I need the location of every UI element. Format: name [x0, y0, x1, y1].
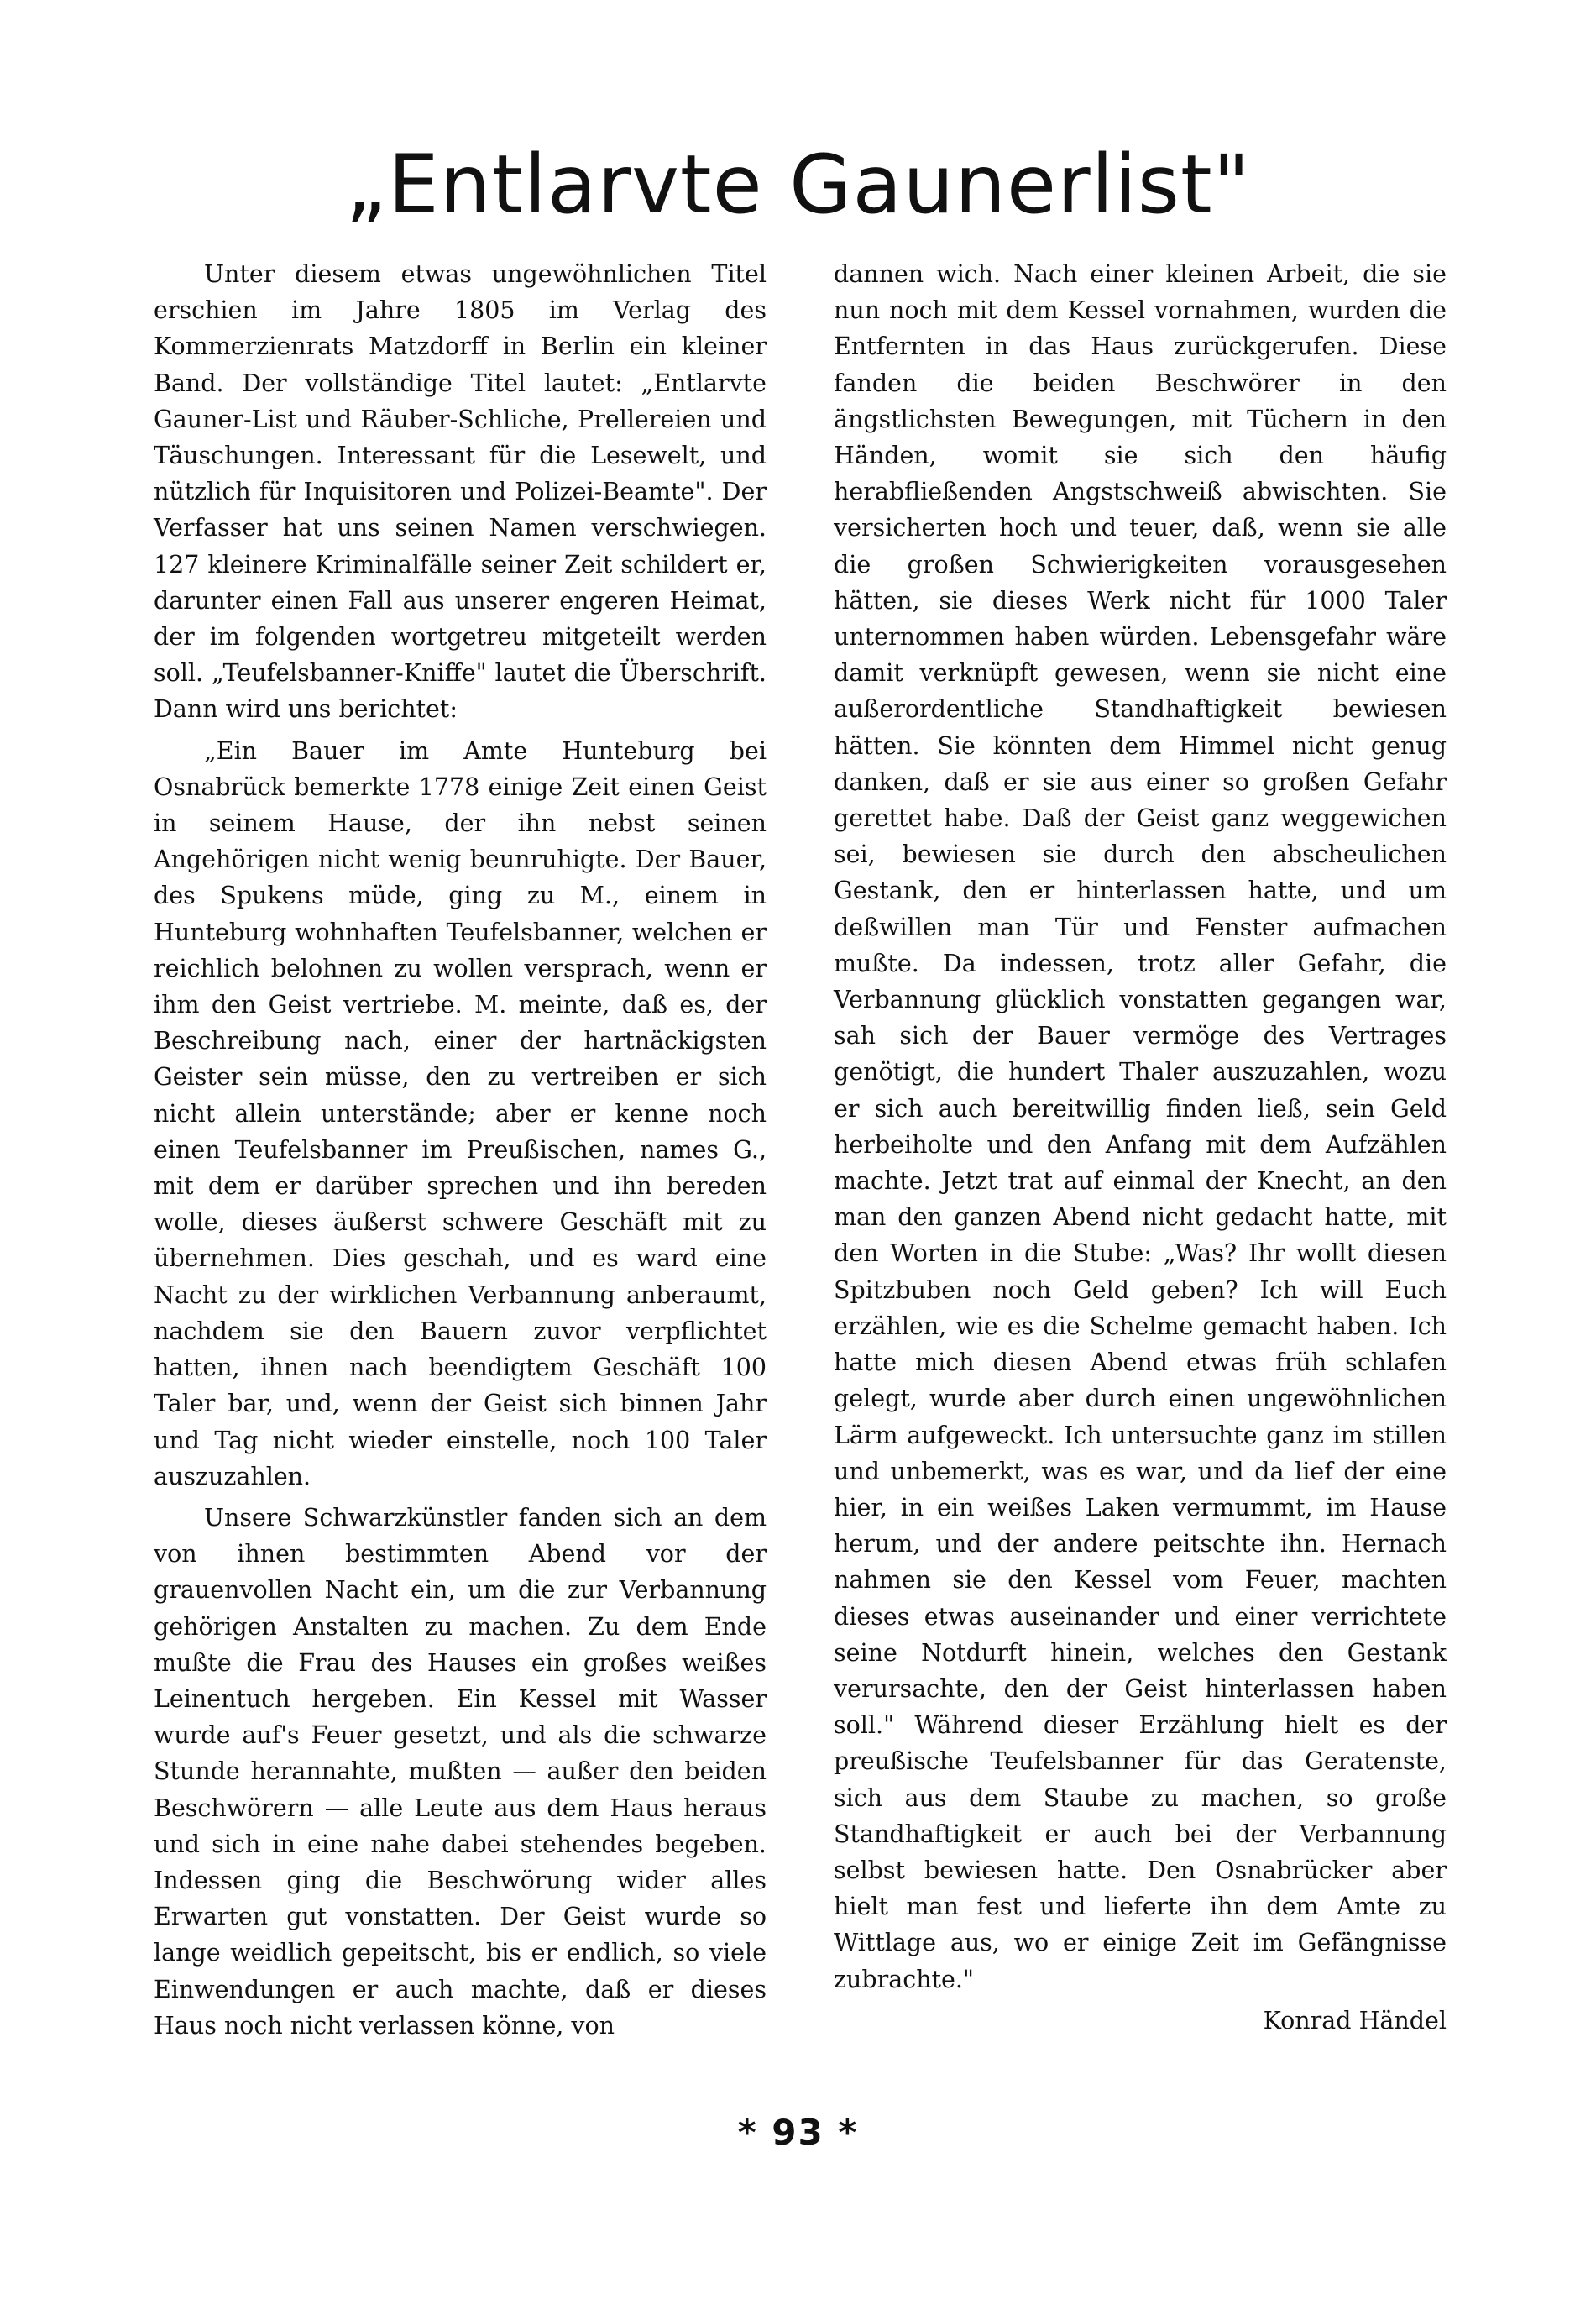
left-column [154, 256, 767, 2044]
page-number: * 93 * [737, 2112, 859, 2153]
author-signature: Konrad Händel [1263, 2006, 1447, 2035]
paragraph: „Ein Bauer im Amte Hunteburg bei Osnabrück bemerkte 1778 einige Zeit einen Geist in seinem Hause, der ihn nebst seinen Angehörigen nicht wenig beunruhigte. Der Bauer, des Spukens müde, ging zu M., einem in Hunteburg wohnhaften Teufelsbanner, welchen er reichlich belohnen zu wollen versprach, wenn er ihm den Geist vertriebe. M. meinte, daß es, der Beschreibung nach, einer der hartnäckigsten Geister sein müsse, den zu vertreiben er sich nicht allein unterstände; aber er kenne noch einen Teufelsbanner im Preußischen, names G., mit dem er darüber sprechen und ihn bereden wolle, dieses äußerst schwere Geschäft mit zu übernehmen. Dies geschah, und es ward eine Nacht zu der wirklichen Verbannung anberaumt, nachdem sie den Bauern zuvor verpflichtet hatten, ihnen nach beendigtem Geschäft 100 Taler bar, und, wenn der Geist sich binnen Jahr und Tag nicht wieder einstelle, noch 100 Taler auszuzahlen. [154, 736, 767, 1490]
paragraph: Unsere Schwarzkünstler fanden sich an dem von ihnen bestimmten Abend vor der grauenvollen Nacht ein, um die zur Verbannung gehörigen Anstalten zu machen. Zu dem Ende mußte die Frau des Hauses ein großes weißes Leinentuch hergeben. Ein Kessel mit Wasser wurde auf's Feuer gesetzt, und als die schwarze Stunde herannahte, mußten — außer den beiden Beschwörern — alle Leute aus dem Haus heraus und sich in eine nahe dabei stehendes begeben. Indessen ging die Beschwörung wider alles Erwarten gut vonstatten. Der Geist wurde so lange weidlich gepeitscht, bis er endlich, so viele Einwendungen er auch machte, daß er dieses Haus noch nicht verlassen könne, von [154, 1503, 767, 2040]
paragraph: dannen wich. Nach einer kleinen Arbeit, die sie nun noch mit dem Kessel vornahmen, wurden die Entfernten in das Haus zurückgerufen. Diese fanden die beiden Beschwörer in den ängstlichsten Bewegungen, mit Tüchern in den Händen, womit sie sich den häufig herabfließenden Angstschweiß abwischten. Sie versicherten hoch und teuer, daß, wenn sie alle die großen Schwierigkeiten vorausgesehen hätten, sie dieses Werk nicht für 1000 Taler unternommen haben würden. Lebensgefahr wäre damit verknüpft gewesen, wenn sie nicht eine außerordentliche Standhaftigkeit bewiesen hätten. Sie könnten dem Himmel nicht genug danken, daß er sie aus einer so großen Gefahr gerettet habe. Daß der Geist ganz weggewichen sei, bewiesen sie durch den abscheulichen Gestank, den er hinterlassen hatte, und um deßwillen man Tür und Fenster aufmachen mußte. Da indessen, trotz aller Gefahr, die Verbannung glücklich vonstatten gegangen war, sah sich der Bauer vermöge des Vertrages genötigt, die hundert Thaler auszuzahlen, wozu er sich auch bereitwillig finden ließ, sein Geld herbeiholte und den Anfang mit dem Aufzählen machte. Jetzt trat auf einmal der Knecht, an den man den ganzen Abend nicht gedacht hatte, mit den Worten in die Stube: „Was? Ihr wollt diesen Spitzbuben noch Geld geben? Ich will Euch erzählen, wie es die Schelme gemacht haben. Ich hatte mich diesen Abend etwas früh schlafen gelegt, wurde aber durch einen ungewöhnlichen Lärm aufgeweckt. Ich untersuchte ganz im stillen und unbemerkt, was es war, und da lief der eine hier, in ein weißes Laken vermummt, im Hause herum, und der andere peitschte ihn. Hernach nahmen sie den Kessel vom Feuer, machten dieses etwas auseinander und einer verrichtete seine Notdurft hinein, welches den Gestank verursachte, den der Geist hinterlassen haben soll." Während dieser Erzählung hielt es der preußische Teufelsbanner für das Geratenste, sich aus dem Staube zu machen, so große Standhaftigkeit er auch bei der Verbannung selbst bewiesen hatte. Den Osnabrücker aber hielt man fest und lieferte ihn dem Amte zu Wittlage aus, wo er einige Zeit im Gefängnisse zubrachte." [834, 260, 1447, 1993]
article-title: „Entlarvte Gaunerlist" [345, 138, 1251, 232]
right-column [834, 256, 1447, 2039]
paragraph: Unter diesem etwas ungewöhnlichen Titel erschien im Jahre 1805 im Verlag des Kommerzienrats Matzdorff in Berlin ein kleiner Band. Der vollständige Titel lautet: „Entlarvte Gauner-List und Räuber-Schliche, Prellereien und Täuschungen. Interessant für die Lesewelt, und nützlich für Inquisitoren und Polizei-Beamte". Der Verfasser hat uns seinen Namen verschwiegen. 127 kleinere Kriminalfälle seiner Zeit schildert er, darunter einen Fall aus unserer engeren Heimat, der im folgenden wortgetreu mitgeteilt werden soll. „Teufelsbanner-Kniffe" lautet die Überschrift. Dann wird uns berichtet: [154, 260, 767, 724]
